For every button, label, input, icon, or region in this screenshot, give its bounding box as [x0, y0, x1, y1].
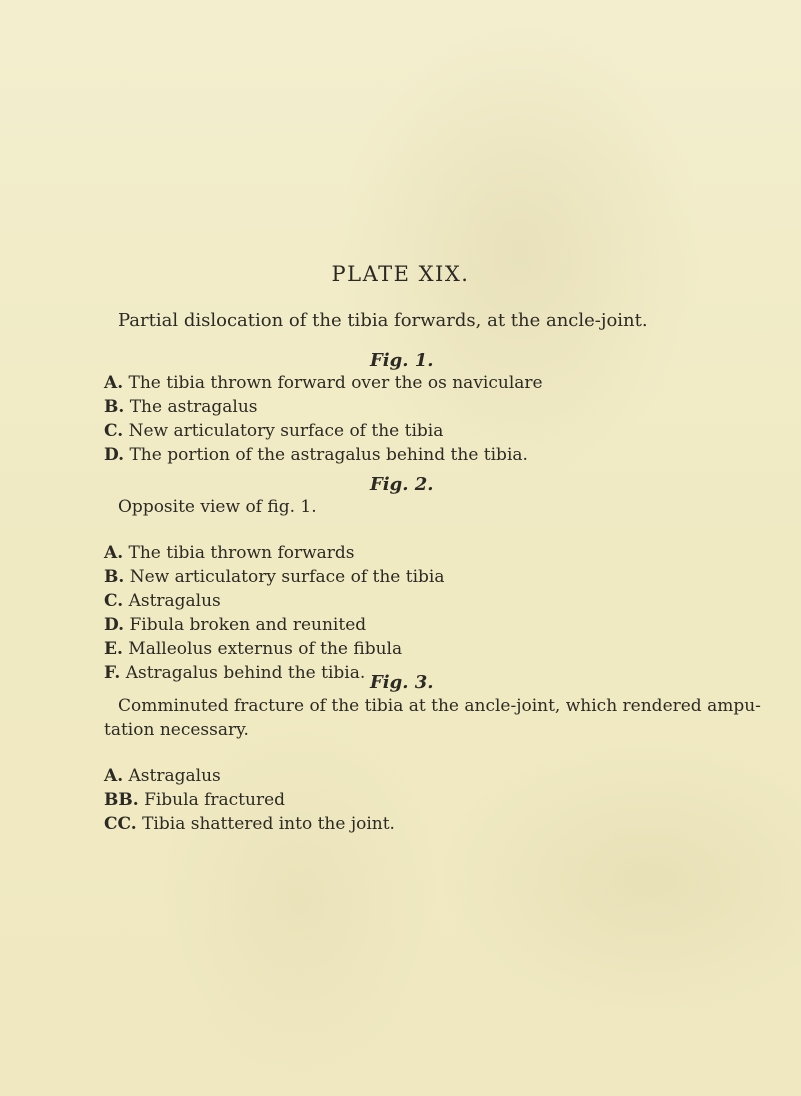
legend-key: BB.: [104, 790, 139, 810]
legend-key: C.: [104, 591, 124, 611]
legend-key: F.: [104, 663, 121, 683]
fig2-heading: Fig. 2.: [370, 474, 434, 495]
fig1-item-a: [104, 373, 543, 393]
legend-text: Astragalus: [128, 591, 221, 611]
legend-text: Tibia shattered into the joint.: [142, 814, 395, 834]
fig2-item-d: [104, 615, 366, 635]
plate-title: [0, 262, 801, 286]
fig1-item-d: [104, 445, 528, 465]
plate-title-text: PLATE XIX.: [331, 262, 470, 286]
legend-text: Malleolus externus of the fibula: [128, 639, 403, 659]
plate-subtitle: Partial dislocation of the tibia forwards, at the ancle-joint.: [118, 310, 648, 331]
fig3-item-bb: [104, 790, 285, 810]
legend-text: The astragalus: [129, 397, 258, 417]
legend-key: E.: [104, 639, 123, 659]
legend-key: A.: [104, 373, 124, 393]
fig2-description: Opposite view of fig. 1.: [118, 497, 317, 517]
legend-key: A.: [104, 766, 124, 786]
legend-key: B.: [104, 397, 125, 417]
legend-key: CC.: [104, 814, 137, 834]
fig3-item-cc: [104, 814, 395, 834]
legend-text: Astragalus behind the tibia.: [125, 663, 366, 683]
legend-key: D.: [104, 615, 125, 635]
legend-text: Fibula fractured: [144, 790, 286, 810]
fig2-item-a: [104, 543, 355, 563]
fig2-item-c: [104, 591, 221, 611]
legend-key: D.: [104, 445, 125, 465]
fig3-heading: Fig. 3.: [370, 672, 434, 693]
fig2-item-e: [104, 639, 402, 659]
fig3-description-line1: Comminuted fracture of the tibia at the ancle-joint, which rendered ampu-: [118, 696, 761, 716]
legend-text: The portion of the astragalus behind the tibia.: [129, 445, 528, 465]
legend-text: The tibia thrown forward over the os naviculare: [128, 373, 543, 393]
fig3-description-line2: tation necessary.: [104, 720, 249, 740]
fig1-heading: Fig. 1.: [370, 350, 434, 371]
fig1-item-b: [104, 397, 258, 417]
legend-key: A.: [104, 543, 124, 563]
legend-text: New articulatory surface of the tibia: [129, 567, 445, 587]
legend-text: New articulatory surface of the tibia: [128, 421, 444, 441]
legend-text: The tibia thrown forwards: [128, 543, 355, 563]
legend-text: Fibula broken and reunited: [129, 615, 367, 635]
legend-key: B.: [104, 567, 125, 587]
legend-text: Astragalus: [128, 766, 221, 786]
fig2-item-b: [104, 567, 444, 587]
legend-key: C.: [104, 421, 124, 441]
fig1-item-c: [104, 421, 443, 441]
fig2-item-f: [104, 663, 365, 683]
fig3-item-a: [104, 766, 221, 786]
